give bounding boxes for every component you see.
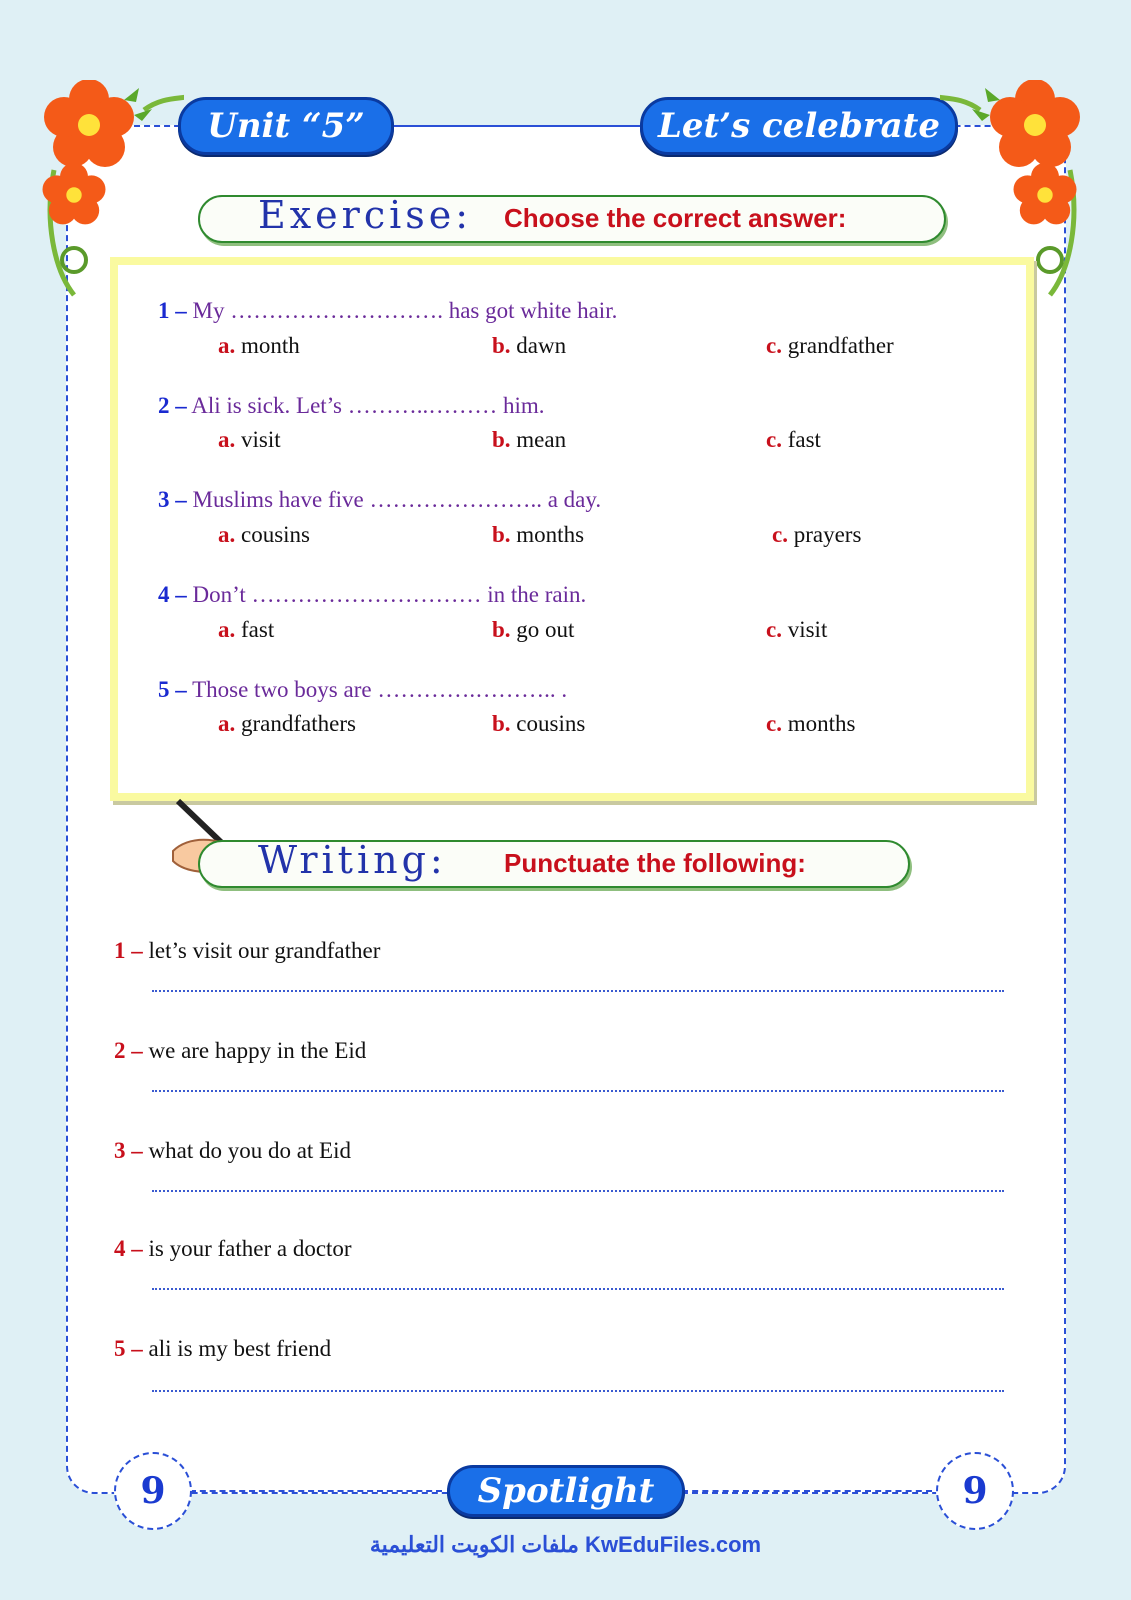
question-number: 2 – xyxy=(158,393,187,418)
option-text: month xyxy=(241,333,300,358)
question-text: Muslims have five ………………….. a day. xyxy=(192,487,602,512)
page-number-right: 9 xyxy=(936,1452,1014,1530)
unit-badge: Unit “5” xyxy=(178,97,394,155)
question-number: 4 – xyxy=(158,582,187,607)
item-number: 1 – xyxy=(114,938,143,963)
item-number: 3 – xyxy=(114,1138,143,1163)
option-letter: c. xyxy=(766,333,782,358)
question-text: Ali is sick. Let’s ………..……… him. xyxy=(191,393,545,418)
option-letter: a. xyxy=(218,711,236,736)
answer-line[interactable] xyxy=(152,1288,1004,1290)
question-text: Those two boys are ………….……….. . xyxy=(192,677,568,702)
answer-line[interactable] xyxy=(152,1090,1004,1092)
question-text: Don’t ………………………… in the rain. xyxy=(192,582,587,607)
footer-divider-right xyxy=(682,1490,932,1492)
item-text: let’s visit our grandfather xyxy=(148,938,381,963)
exercise-instruction: Choose the correct answer: xyxy=(504,203,847,233)
option-letter: a. xyxy=(218,427,236,452)
option-text: prayers xyxy=(793,522,862,547)
exercise-heading: Exercise: xyxy=(258,193,473,237)
question-number: 5 – xyxy=(158,677,187,702)
answer-line[interactable] xyxy=(152,1190,1004,1192)
option-letter: b. xyxy=(492,522,511,547)
option-text: fast xyxy=(241,617,275,642)
item-text: ali is my best friend xyxy=(148,1336,332,1361)
item-number: 2 – xyxy=(114,1038,143,1063)
option-letter: b. xyxy=(492,427,511,452)
footer-divider-left xyxy=(190,1490,442,1492)
option-letter: a. xyxy=(218,333,236,358)
option-text: months xyxy=(787,711,856,736)
header-divider xyxy=(380,125,636,127)
option-text: grandfather xyxy=(787,333,894,358)
option-text: dawn xyxy=(516,333,567,358)
option-letter: c. xyxy=(772,522,788,547)
answer-line[interactable] xyxy=(152,1390,1004,1392)
item-text: what do you do at Eid xyxy=(148,1138,351,1163)
question-number: 1 – xyxy=(158,298,187,323)
question-number: 3 – xyxy=(158,487,187,512)
option-text: visit xyxy=(241,427,281,452)
option-letter: c. xyxy=(766,617,782,642)
option-letter: b. xyxy=(492,711,511,736)
item-number: 5 – xyxy=(114,1336,143,1361)
exercise-heading-bar xyxy=(198,195,946,243)
writing-heading-bar xyxy=(198,840,910,888)
option-text: months xyxy=(516,522,585,547)
book-title-badge: Spotlight xyxy=(447,1465,685,1517)
option-letter: c. xyxy=(766,427,782,452)
option-text: grandfathers xyxy=(241,711,356,736)
page-number-left: 9 xyxy=(114,1452,192,1530)
item-text: we are happy in the Eid xyxy=(148,1038,367,1063)
option-letter: a. xyxy=(218,617,236,642)
option-letter: a. xyxy=(218,522,236,547)
answer-line[interactable] xyxy=(152,990,1004,992)
option-text: go out xyxy=(516,617,575,642)
option-text: visit xyxy=(787,617,828,642)
unit-title-badge: Let’s celebrate xyxy=(640,97,958,155)
item-text: is your father a doctor xyxy=(148,1236,352,1261)
item-number: 4 – xyxy=(114,1236,143,1261)
option-text: cousins xyxy=(516,711,586,736)
option-text: fast xyxy=(787,427,821,452)
site-credit: ملفات الكويت التعليمية KwEduFiles.com xyxy=(369,1532,762,1557)
writing-instruction: Punctuate the following: xyxy=(504,848,806,878)
exercise-box xyxy=(110,257,1034,801)
writing-heading: Writing: xyxy=(258,838,447,882)
option-letter: b. xyxy=(492,617,511,642)
option-letter: b. xyxy=(492,333,511,358)
question-text: My ………………………. has got white hair. xyxy=(192,298,618,323)
option-text: cousins xyxy=(241,522,310,547)
option-text: mean xyxy=(516,427,567,452)
option-letter: c. xyxy=(766,711,782,736)
